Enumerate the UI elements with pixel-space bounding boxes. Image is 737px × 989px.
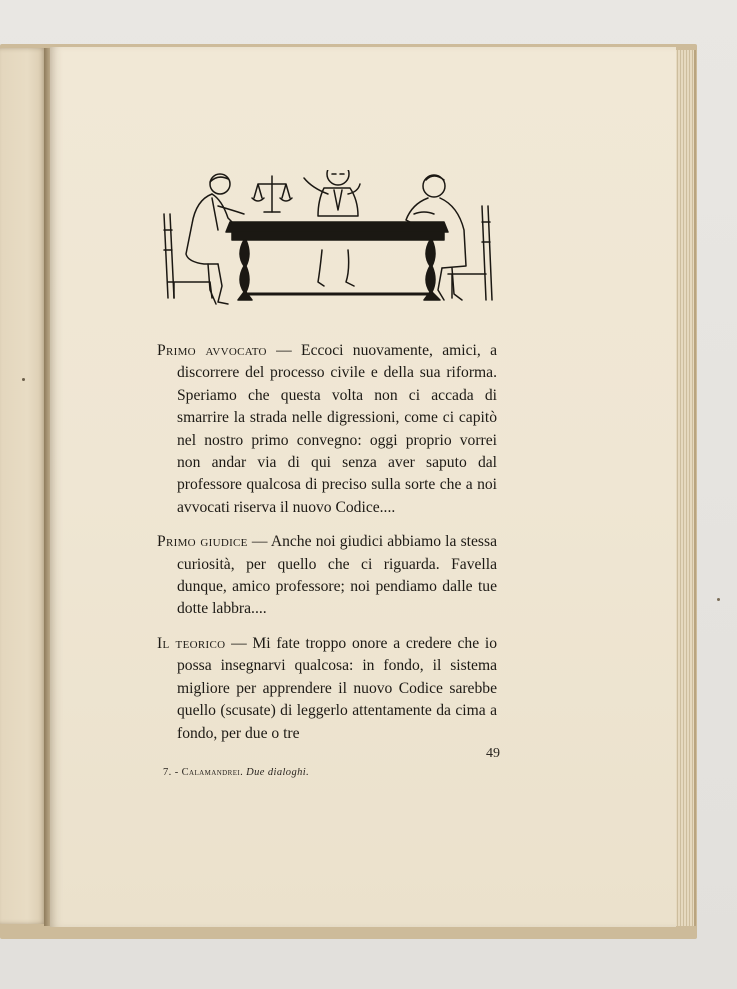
- speaker-name: Primo avvocato: [157, 342, 267, 359]
- three-men-at-table-with-scales-icon: [152, 170, 498, 316]
- dialogue-paragraph: [157, 340, 497, 519]
- left-page: [0, 48, 46, 924]
- page-number: 49: [486, 746, 500, 761]
- dialogue-paragraph: [157, 531, 497, 621]
- em-dash: —: [247, 533, 271, 551]
- speaker-name: Primo giudice: [157, 533, 248, 551]
- signature-title: Due dialoghi.: [246, 767, 310, 778]
- dialogue-line: Anche noi giudici abbiamo la stessa curiosità, per quello che ci riguarda. Favella dunque, amico professore; noi pendiamo dalle tue dotte labbra....: [177, 533, 497, 618]
- page-speck: [717, 598, 720, 601]
- dialogue-text: [157, 340, 497, 757]
- dialogue-line: Mi fate troppo onore a credere che io possa insegnarvi qualcosa: in fondo, il sistema migliore per apprendere il nuovo Codice sarebbe quello (scusate) di leggerlo attentamente da cima a fondo, per due o tre: [177, 634, 497, 742]
- speaker-name: Il teorico: [157, 634, 226, 652]
- signature-mark: 7. -: [163, 767, 179, 778]
- signature-author: Calamandrei.: [181, 767, 244, 778]
- em-dash: —: [266, 342, 302, 359]
- dialogue-paragraph: [157, 633, 497, 745]
- em-dash: —: [225, 634, 253, 652]
- dialogue-line: Eccoci nuovamente, amici, a discorrere del processo civile e della sua riforma. Speriamo che questa volta non ci accada di smarrire la strada nelle digressioni, come ci capitò nel nostro primo convegno: oggi proprio vorrei non andar via di qui senza aver saputo dal professore qualcosa di preciso sulla sorte che a noi avvocati riserva il nuovo Codice....: [177, 342, 497, 516]
- page-speck: [22, 378, 25, 381]
- signature-line: [163, 767, 309, 778]
